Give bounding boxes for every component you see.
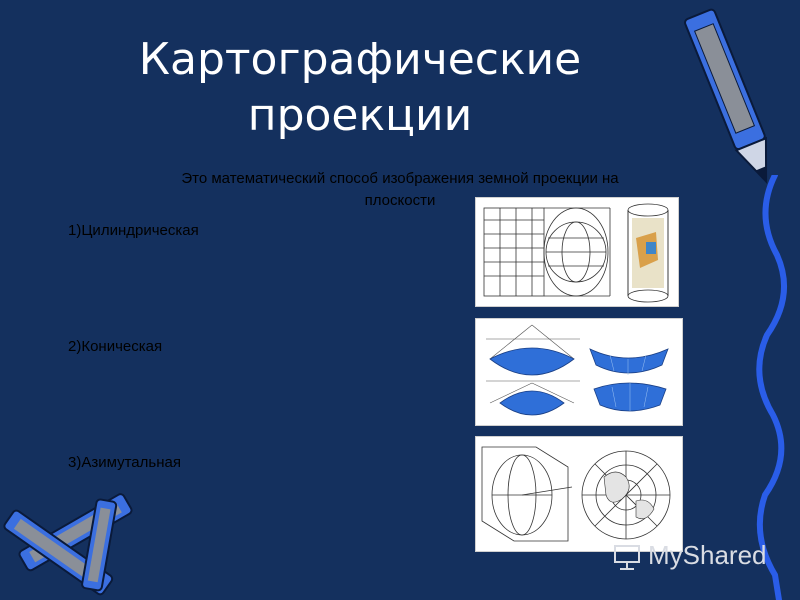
azimuthal-projection-image [476, 437, 682, 551]
slide-title [100, 32, 620, 144]
definition-line-2: плоскости [364, 192, 436, 209]
pencils-icon [0, 480, 160, 600]
presentation-icon [612, 541, 642, 571]
list-item-conical: 2)Коническая [68, 338, 163, 355]
conical-projection-image [476, 319, 682, 425]
title-line-1: Картографические [138, 34, 582, 85]
watermark-text: MyShared [648, 540, 767, 570]
squiggle-decoration [745, 175, 800, 600]
cylindrical-projection-image [476, 198, 678, 306]
list-item-azimuthal: 3)Азимутальная [68, 454, 181, 471]
watermark [612, 540, 767, 571]
list-item-cylindrical: 1)Цилиндрическая [68, 222, 199, 239]
title-line-2: проекции [247, 90, 473, 141]
pencil-icon [672, 2, 792, 192]
definition-line-1: Это математический способ изображения земной проекции на [181, 170, 619, 187]
